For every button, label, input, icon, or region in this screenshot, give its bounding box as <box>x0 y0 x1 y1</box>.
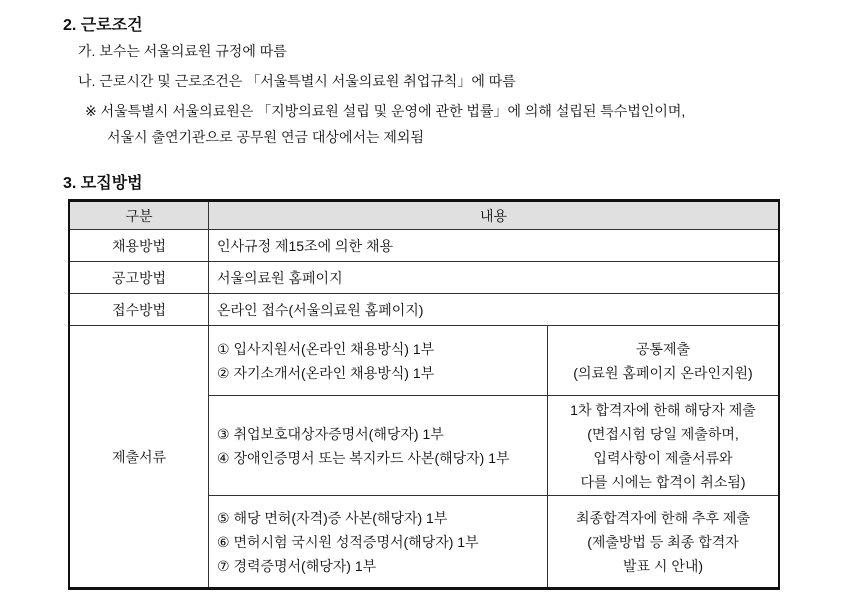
doc-note: (면접시험 당일 제출하며, <box>587 425 739 442</box>
section-2-title: 2. 근로조건 <box>63 17 143 34</box>
doc-note: 발표 시 안내) <box>622 557 704 574</box>
table-row <box>69 230 779 262</box>
doc-note: 공통제출 <box>635 340 691 357</box>
condition-item: 나. 근로시간 및 근로조건은 「서울특별시 서울의료원 취업규칙」에 따름 <box>78 73 516 89</box>
doc-item: ② 자기소개서(온라인 채용방식) 1부 <box>217 364 435 381</box>
row-value: 인사규정 제15조에 의한 채용 <box>209 230 780 262</box>
doc-item: ⑦ 경력증명서(해당자) 1부 <box>217 557 377 574</box>
section-3-title: 3. 모집방법 <box>63 175 143 192</box>
condition-item: 가. 보수는 서울의료원 규정에 따름 <box>78 43 287 59</box>
doc-note: (의료원 홈페이지 온라인지원) <box>573 364 753 381</box>
doc-item: ③ 취업보호대상자증명서(해당자) 1부 <box>217 425 444 442</box>
note-line: 서울시 출연기관으로 공무원 연금 대상에서는 제외됨 <box>107 129 424 145</box>
docs-row <box>69 326 779 396</box>
doc-note: 다를 시에는 합격이 취소됨) <box>580 473 746 490</box>
row-value: 온라인 접수(서울의료원 홈페이지) <box>209 294 780 326</box>
row-value: 서울의료원 홈페이지 <box>209 262 780 294</box>
header-category: 구분 <box>69 201 209 230</box>
doc-item: ⑥ 면허시험 국시원 성적증명서(해당자) 1부 <box>217 533 479 550</box>
doc-item: ⑤ 해당 면허(자격)증 사본(해당자) 1부 <box>217 509 448 526</box>
doc-note: (제출방법 등 최종 합격자 <box>587 533 739 550</box>
table-row <box>69 294 779 326</box>
docs-label: 제출서류 <box>69 326 209 589</box>
table-row <box>69 262 779 294</box>
doc-item: ① 입사지원서(온라인 채용방식) 1부 <box>217 340 435 357</box>
doc-note: 최종합격자에 한해 추후 제출 <box>576 509 750 526</box>
row-label: 채용방법 <box>69 230 209 262</box>
row-label: 공고방법 <box>69 262 209 294</box>
doc-note: 1차 합격자에 한해 해당자 제출 <box>570 401 756 418</box>
row-label: 접수방법 <box>69 294 209 326</box>
doc-item: ④ 장애인증명서 또는 복지카드 사본(해당자) 1부 <box>217 449 510 466</box>
recruitment-method-table <box>68 199 780 590</box>
note-line: ※ 서울특별시 서울의료원은 「지방의료원 설립 및 운영에 관한 법률」에 의해 설립된 특수법인이며, <box>85 103 686 119</box>
doc-note: 입력사항이 제출서류와 <box>593 449 733 466</box>
header-content: 내용 <box>209 201 780 230</box>
